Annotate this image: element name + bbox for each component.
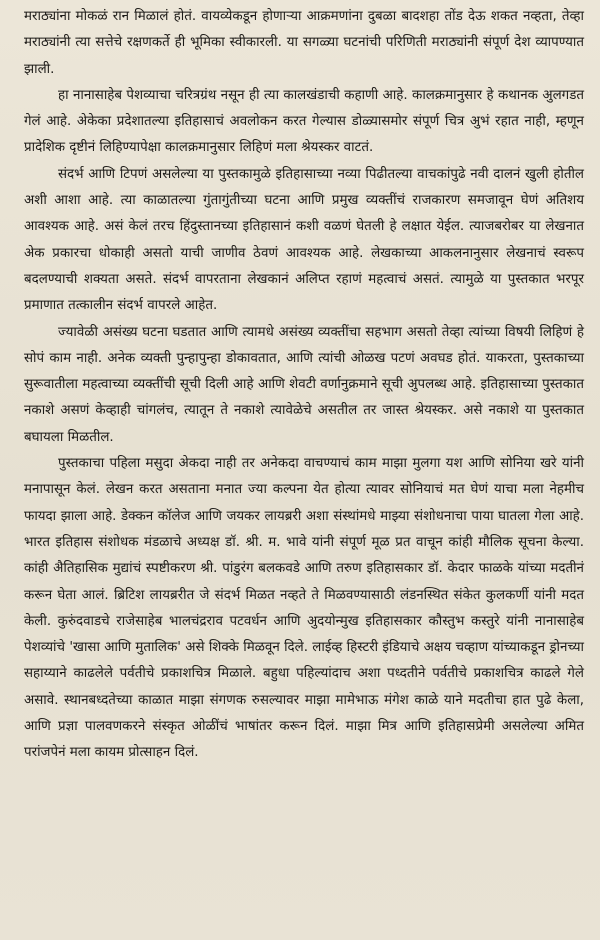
paragraph-4: ज्यावेळी असंख्य घटना घडतात आणि त्यामधे असंख्य व्यक्तींचा सहभाग असतो तेव्हा त्यांच्या विषयी लिहिणं हे सोपं काम नाही. अनेक व्यक्ती पुन्हापुन्हा डोकावतात, आणि त्यांची ओळख पटणं अवघड होतं. याकरता, पुस्तकाच्या सुरूवातीला महत्वाच्या व्यक्तींची सूची दिली आहे आणि शेवटी वर्णानुक्रमाने सूची अुपलब्ध आहे. इतिहासाच्या पुस्तकात नकाशे असणं केव्हाही चांगलंच, त्यातून ते नकाशे त्यावेळेचे असतील तर जास्त श्रेयस्कर. असे नकाशे या पुस्तकात बघायला मिळतील. (24, 324, 584, 445)
paragraph-2: हा नानासाहेब पेशव्याचा चरित्रग्रंथ नसून ही त्या कालखंडाची कहाणी आहे. कालक्रमानुसार हे कथानक अुलगडत गेलं आहे. अेकेका प्रदेशातल्या इतिहासाचं अवलोकन करत गेल्यास डोळ्यासमोर संपूर्ण चित्र अुभं रहात नाही, म्हणून प्रादेशिक दृष्टीनं लिहिण्यापेक्षा कालक्रमानुसार लिहिणं मला श्रेयस्कर वाटतं. (24, 87, 584, 156)
paragraph-3: संदर्भ आणि टिपणं असलेल्या या पुस्तकामुळे इतिहासाच्या नव्या पिढीतल्या वाचकांपुढे नवी दालनं खुली होतील अशी आशा आहे. त्या काळातल्या गुंतागुंतीच्या घटना आणि प्रमुख व्यक्तींचं राजकारण समजावून घेणं अतिशय आवश्यक आहे. असं केलं तरच हिंदुस्तानच्या इतिहासानं कशी वळणं घेतली हे लक्षात येईल. त्याजबरोबर या लेखनात अेक प्रकारचा धोकाही असतो याची जाणीव ठेवणं आवश्यक आहे. लेखकाच्या आकलनानुसार लेखनाचं स्वरूप बदलण्याची शक्यता असते. संदर्भ वापरताना लेखकानं अलिप्त रहाणं महत्वाचं असतं. त्यामुळे या पुस्तकात भरपूर प्रमाणात तत्कालीन संदर्भ वापरले आहेत. (24, 166, 584, 314)
paragraph-1: मराठ्यांना मोकळं रान मिळालं होतं. वायव्येकडून होणाऱ्या आक्रमणांना दुबळा बादशहा तोंड देऊ शकत नव्हता, तेव्हा मराठ्यांनी त्या सत्तेचे रक्षणकर्ते ही भूमिका स्वीकारली. या सगळ्या घटनांची परिणिती मराठ्यांनी संपूर्ण देश व्यापण्यात झाली. (24, 9, 584, 77)
paragraph-5: पुस्तकाचा पहिला मसुदा अेकदा नाही तर अनेकदा वाचण्याचं काम माझा मुलगा यश आणि सोनिया खरे यांनी मनापासून केलं. लेखन करत असताना मनात ज्या कल्पना येत होत्या त्यावर सोनियाचं मत घेणं याचा मला नेहमीच फायदा झाला आहे. डेक्कन कॉलेज आणि जयकर लायब्ररी अशा संस्थांमधे माझ्या संशोधनाचा पाया घातला गेला आहे. भारत इतिहास संशोधक मंडळाचे अध्यक्ष डॉ. श्री. म. भावे यांनी संपूर्ण मूळ प्रत वाचून कांही मौलिक सूचना केल्या. कांही अैतिहासिक मुद्यांचं स्पष्टीकरण श्री. पांडुरंग बलकवडे आणि तरुण इतिहासकार डॉ. केदार फाळके यांच्या मदतीनं करून घेता आलं. ब्रिटिश लायब्ररीत जे संदर्भ मिळत नव्हते ते मिळवण्यासाठी लंडनस्थित संकेत कुलकर्णी यांनी मदत केली. कुरुंदवाडचे राजेसाहेब भालचंद्रराव पटवर्धन आणि अुदयोन्मुख इतिहासकार कौस्तुभ कस्तुरे यांनी नानासाहेब पेशव्यांचे 'खासा आणि मुतालिक' असे शिक्के मिळवून दिले. लाईव्ह हिस्टरी इंडियाचे अक्षय चव्हाण यांच्याकडून ड्रोनच्या सहाय्याने काढलेले पर्वतीचे प्रकाशचित्र मिळाले. बहुधा पहिल्यांदाच अशा पध्दतीने पर्वतीचे प्रकाशचित्र काढले गेले असावे. स्थानबध्दतेच्या काळात माझा संगणक रुसल्यावर माझा मामेभाऊ मंगेश काळे याने मदतीचा हात पुढे केला, आणि प्रज्ञा पालवणकरने संस्कृत ओळींचं भाषांतर करून दिलं. माझा मित्र आणि इतिहासप्रेमी असलेल्या अमित परांजपेनं मला कायम प्रोत्साहन दिलं. (24, 456, 584, 761)
